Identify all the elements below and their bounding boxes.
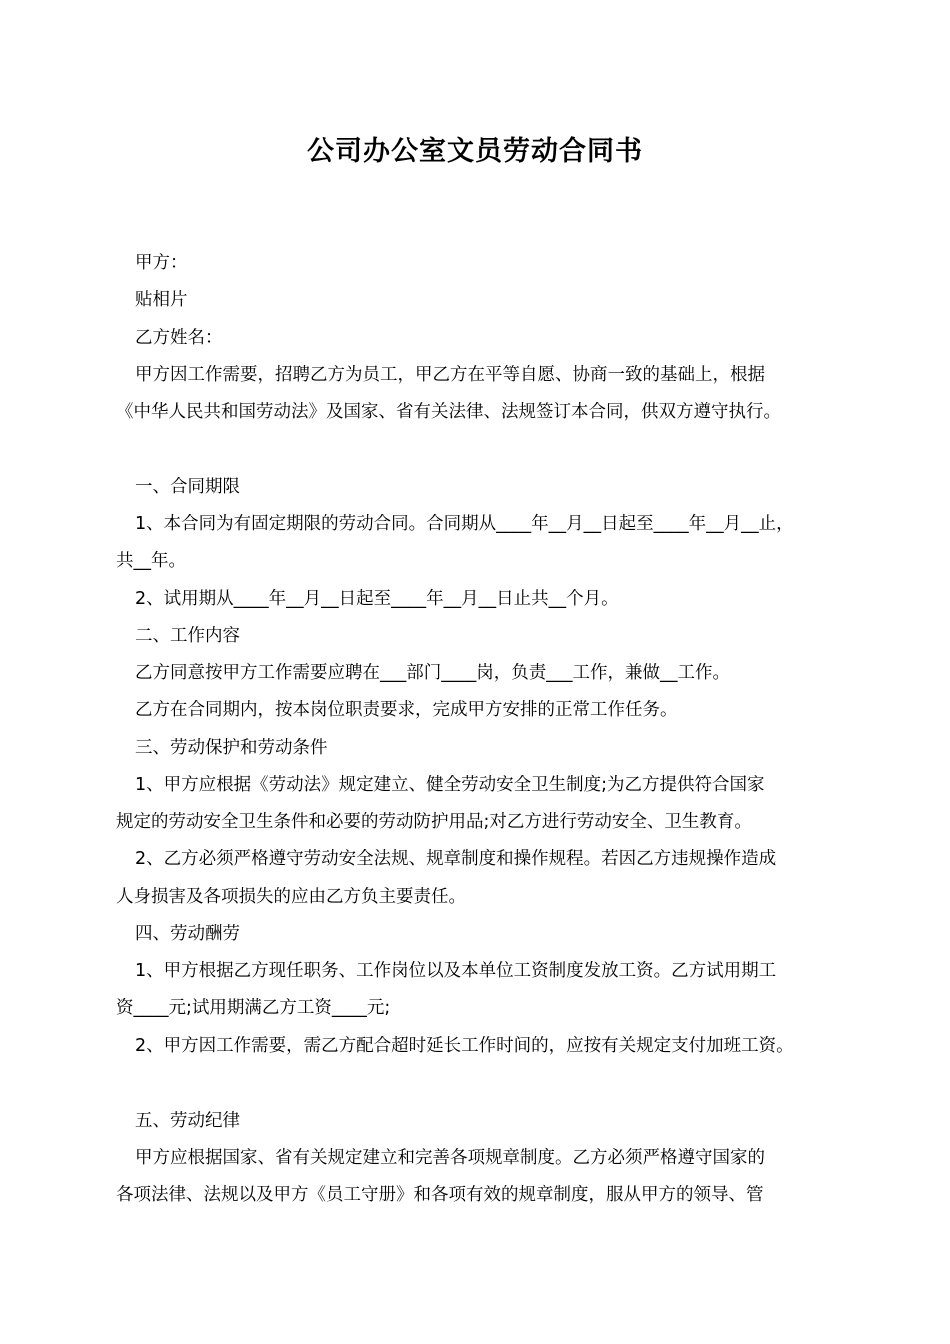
clause-line: 2、试用期从____年__月__日起至____年__月__日止共__个月。 <box>135 589 619 609</box>
photo-placeholder-line: 贴相片 <box>135 290 188 310</box>
section-heading: 一、合同期限 <box>135 477 240 497</box>
section-heading: 四、劳动酬劳 <box>135 924 240 944</box>
section-heading: 三、劳动保护和劳动条件 <box>135 738 328 758</box>
clause-line: 1、本合同为有固定期限的劳动合同。合同期从____年__月__日起至____年__月__止， <box>135 514 794 534</box>
clause-line: 各项法律、法规以及甲方《员工守册》和各项有效的规章制度，服从甲方的领导、管 <box>116 1185 764 1205</box>
clause-line: 2、乙方必须严格遵守劳动安全法规、规章制度和操作规程。若因乙方违规操作造成 <box>135 849 777 869</box>
clause-line: 人身损害及各项损失的应由乙方负主要责任。 <box>116 887 466 907</box>
party-b-name-line: 乙方姓名： <box>135 328 223 348</box>
clause-line: 规定的劳动安全卫生条件和必要的劳动防护用品;对乙方进行劳动安全、卫生教育。 <box>116 812 752 832</box>
section-heading: 五、劳动纪律 <box>135 1111 240 1131</box>
preamble-line: 《中华人民共和国劳动法》及国家、省有关法律、法规签订本合同，供双方遵守执行。 <box>116 402 781 422</box>
preamble-line: 甲方因工作需要，招聘乙方为员工，甲乙方在平等自愿、协商一致的基础上，根据 <box>135 365 765 385</box>
clause-line: 乙方在合同期内，按本岗位职责要求，完成甲方安排的正常工作任务。 <box>135 700 678 720</box>
clause-line: 乙方同意按甲方工作需要应聘在___部门____岗，负责___工作，兼做__工作。 <box>135 663 730 683</box>
clause-line: 1、甲方根据乙方现任职务、工作岗位以及本单位工资制度发放工资。乙方试用期工 <box>135 961 777 981</box>
clause-line: 共__年。 <box>116 551 186 571</box>
clause-line: 甲方应根据国家、省有关规定建立和完善各项规章制度。乙方必须严格遵守国家的 <box>135 1148 765 1168</box>
clause-line: 2、甲方因工作需要，需乙方配合超时延长工作时间的，应按有关规定支付加班工资。 <box>135 1036 794 1056</box>
clause-line: 资____元;试用期满乙方工资____元; <box>116 998 391 1018</box>
section-heading: 二、工作内容 <box>135 626 240 646</box>
document-title: 公司办公室文员劳动合同书 <box>307 136 643 167</box>
clause-line: 1、甲方应根据《劳动法》规定建立、健全劳动安全卫生制度;为乙方提供符合国家 <box>135 775 765 795</box>
party-a-line: 甲方： <box>135 253 188 273</box>
